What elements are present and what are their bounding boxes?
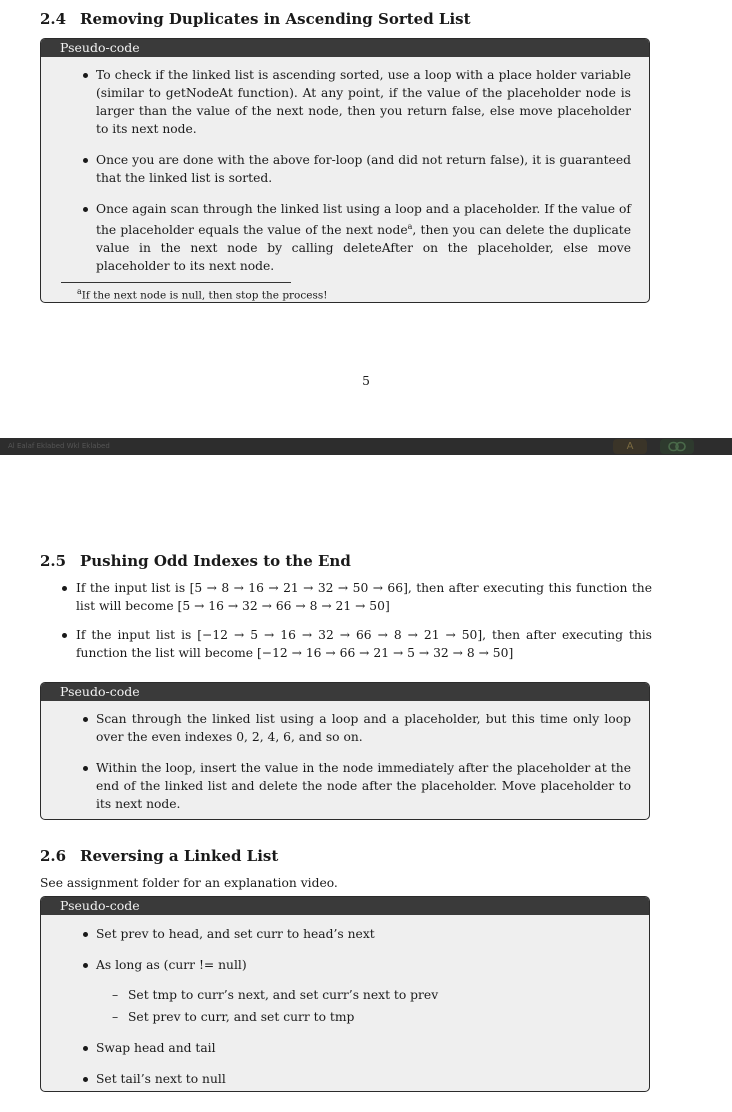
pseudo-code-box: [40, 896, 650, 1092]
pseudo-code-list: [61, 925, 631, 1088]
list-item: [61, 956, 631, 1026]
list-item: Set tail’s next to null: [61, 1070, 631, 1088]
section-title: Reversing a Linked List: [80, 847, 279, 865]
list-item-text: As long as (curr != null): [96, 958, 247, 972]
section-title: Removing Duplicates in Ascending Sorted List: [80, 10, 471, 28]
document-page-5: [0, 0, 732, 438]
section-heading-2-6: [40, 847, 278, 865]
list-item: Within the loop, insert the value in the node immediately after the placeholder at the end of the linked list and delete the node after the placeholder. Move placeholder to its next node.: [61, 759, 631, 813]
list-item: Swap head and tail: [61, 1039, 631, 1057]
footnote-marker: a: [407, 222, 413, 231]
section-number: 2.6: [40, 847, 67, 865]
list-item: To check if the linked list is ascending sorted, use a loop with a place holder variable (similar to getNodeAt function). At any point, if the value of the placeholder node is larger than the value of the next node, then you return false, else move placeholder to its next node.: [61, 66, 631, 138]
list-item-text-rest: , then you can delete the duplicate value in the next node by calling deleteAfter on the placeholder, else move placeholder to its next node.: [96, 223, 631, 274]
viewer-toolbar: [0, 438, 732, 455]
annotation-button[interactable]: A: [613, 439, 647, 454]
pseudo-code-header: Pseudo-code: [41, 39, 649, 57]
footnote-marker: a: [77, 287, 82, 297]
example-list: [40, 579, 652, 673]
footnote-text: If the next node is null, then stop the process!: [81, 289, 328, 302]
pseudo-code-list: [61, 710, 631, 813]
section-number: 2.4: [40, 10, 67, 28]
section-heading-2-5: [40, 552, 351, 570]
list-item: Set prev to head, and set curr to head’s next: [61, 925, 631, 943]
list-item: If the input list is [−12 → 5 → 16 → 32 → 66 → 8 → 21 → 50], then after executing this function the list will become [−12 → 16 → 66 → 21 → 5 → 32 → 8 → 50]: [40, 626, 652, 662]
list-item: Scan through the linked list using a loop and a placeholder, but this time only loop over the even indexes 0, 2, 4, 6, and so on.: [61, 710, 631, 746]
link-button[interactable]: [660, 439, 694, 454]
sub-list-item: – Set tmp to curr’s next, and set curr’s next to prev: [96, 986, 631, 1004]
list-item: If the input list is [5 → 8 → 16 → 21 → 32 → 50 → 66], then after executing this function the list will become [5 → 16 → 32 → 66 → 8 → 21 → 50]: [40, 579, 652, 615]
document-page-6: [0, 455, 732, 1112]
list-item: Once you are done with the above for-loop (and did not return false), it is guaranteed that the linked list is sorted.: [61, 151, 631, 187]
list-item-text: Once again scan through the linked list using a loop and a placeholder. If the value of the placeholder equals the value of the next node: [96, 202, 631, 238]
section-heading-2-4: [40, 10, 471, 28]
footnote: [61, 287, 631, 302]
footnote-divider: [61, 282, 291, 283]
list-item: [61, 200, 631, 275]
toolbar-caption: Al Ealaf Eklabed Wkl Eklabed: [8, 442, 110, 450]
sub-list: [96, 986, 631, 1026]
link-icon: [668, 441, 686, 452]
intro-paragraph: See assignment folder for an explanation video.: [40, 876, 338, 890]
pseudo-code-header: Pseudo-code: [41, 683, 649, 701]
page-number: 5: [362, 374, 370, 388]
section-title: Pushing Odd Indexes to the End: [80, 552, 351, 570]
pseudo-code-box: [40, 38, 650, 303]
pseudo-code-box: [40, 682, 650, 820]
sub-list-item: – Set prev to curr, and set curr to tmp: [96, 1008, 631, 1026]
section-number: 2.5: [40, 552, 67, 570]
pseudo-code-list: [61, 66, 631, 275]
pseudo-code-header: Pseudo-code: [41, 897, 649, 915]
